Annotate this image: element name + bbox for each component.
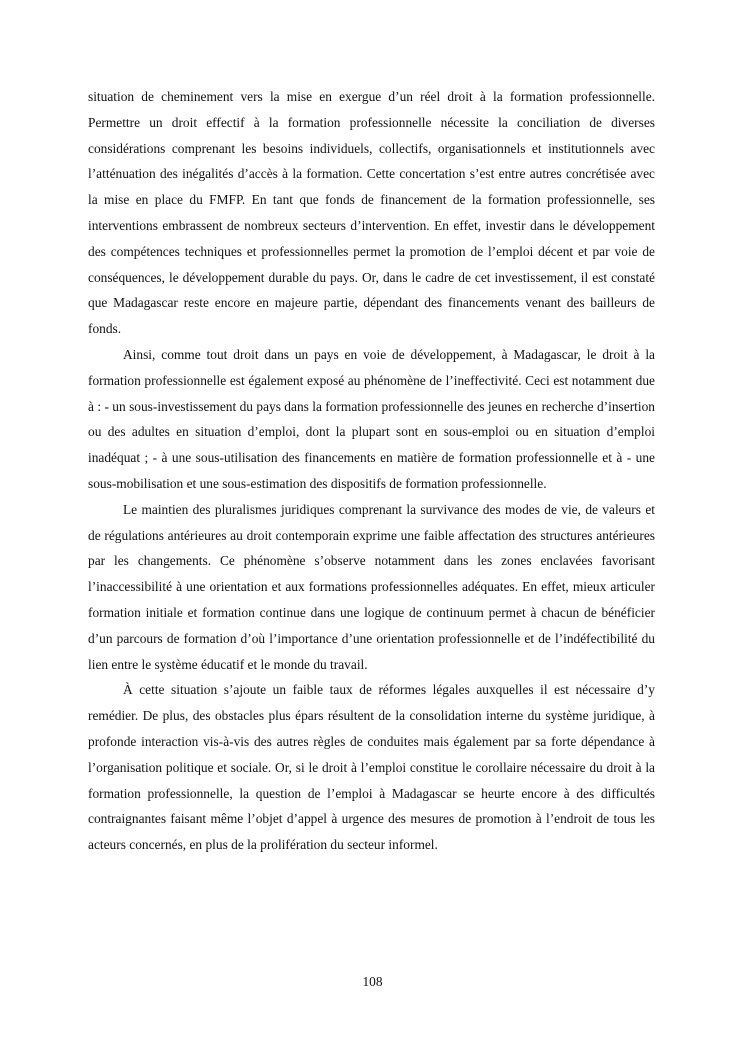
paragraph-pluralismes: Le maintien des pluralismes juridiques comprenant la survivance des modes de vie, de valeurs et de régulations antérieures au droit contemporain exprime une faible affectation des structures antérieures par les changements. Ce phénomène s’observe notamment dans les zones enclavées favorisant l’inaccessibilité à une orientation et aux formations professionnelles adéquates. En effet, mieux articuler formation initiale et formation continue dans une logique de continuum permet à chacun de bénéficier d’un parcours de formation d’où l’importance d’une orientation professionnelle et de l’indéfectibilité du lien entre le système éducatif et le monde du travail. bbox=[88, 501, 655, 672]
paragraph-continuation: situation de cheminement vers la mise en exergue d’un réel droit à la formation professionnelle. Permettre un droit effectif à la formation professionnelle nécessite la conciliation de diverses considérations comprenant les besoins individuels, collectifs, organisationnels et institutionnels avec l’atténuation des inégalités d’accès à la formation. Cette concertation s’est entre autres concrétisée avec la mise en place du FMFP. En tant que fonds de financement de la formation professionnelle, ses interventions embrassent de nombreux secteurs d’intervention. En effet, investir dans le développement des compétences techniques et professionnelles permet la promotion de l’emploi décent et par voie de conséquences, le développement durable du pays. Or, dans le cadre de cet investissement, il est constaté que Madagascar reste encore en majeure partie, dépendant des financements venant des bailleurs de fonds. bbox=[88, 89, 655, 337]
body-text bbox=[88, 84, 655, 858]
paragraph-ineffectivite: Ainsi, comme tout droit dans un pays en voie de développement, à Madagascar, le droit à la formation professionnelle est également exposé au phénomène de l’ineffectivité. Ceci est notamment due à : - un sous-investissement du pays dans la formation professionnelle des jeunes en recherche d’insertion ou des adultes en situation d’emploi, dont la plupart sont en sous-emploi ou en situation d’emploi inadéquat ; - à une sous-utilisation des financements en matière de formation professionnelle et à - une sous-mobilisation et une sous-estimation des dispositifs de formation professionnelle. bbox=[88, 346, 655, 491]
paragraph-reformes: À cette situation s’ajoute un faible taux de réformes légales auxquelles il est nécessaire d’y remédier. De plus, des obstacles plus épars résultent de la consolidation interne du système juridique, à profonde interaction vis-à-vis des autres règles de conduites mais également par sa forte dépendance à l’organisation politique et sociale. Or, si le droit à l’emploi constitue le corollaire nécessaire du droit à la formation professionnelle, la question de l’emploi à Madagascar se heurte encore à des difficultés contraignantes faisant même l’objet d’appel à urgence des mesures de promotion à l’endroit de tous les acteurs concernés, en plus de la prolifération du secteur informel. bbox=[88, 682, 655, 853]
page-number: 108 bbox=[362, 974, 383, 989]
